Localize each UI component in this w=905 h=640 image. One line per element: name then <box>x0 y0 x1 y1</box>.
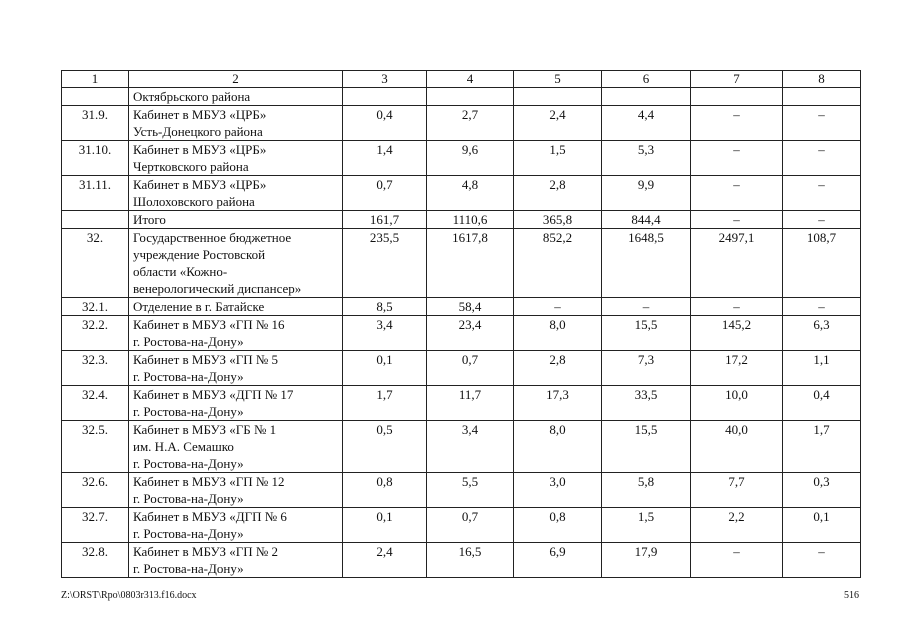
row-name-line: Кабинет в МБУЗ «ДГП № 17 <box>133 387 294 402</box>
row-value-col-3: 0,7 <box>343 176 427 211</box>
row-value-col-5: 8,0 <box>514 421 602 473</box>
row-value-col-7: 2497,1 <box>691 229 783 298</box>
row-number: 32.6. <box>62 473 129 508</box>
row-number: 31.10. <box>62 141 129 176</box>
row-value-col-6 <box>602 88 691 106</box>
row-value-col-6: 15,5 <box>602 316 691 351</box>
row-name-line: Кабинет в МБУЗ «ГБ № 1 <box>133 422 277 437</box>
row-value-col-5: 1,5 <box>514 141 602 176</box>
row-name-line: им. Н.А. Семашко <box>133 439 234 454</box>
row-value-col-5: 2,4 <box>514 106 602 141</box>
row-value-col-7: – <box>691 543 783 578</box>
row-name <box>129 141 343 176</box>
row-name <box>129 316 343 351</box>
table-row <box>62 88 861 106</box>
table-header <box>62 71 861 88</box>
row-name <box>129 421 343 473</box>
row-value-col-6: 17,9 <box>602 543 691 578</box>
row-value-col-6: 15,5 <box>602 421 691 473</box>
column-header-5: 5 <box>514 71 602 88</box>
row-value-col-3: 0,5 <box>343 421 427 473</box>
row-value-col-5: 3,0 <box>514 473 602 508</box>
row-value-col-3: 0,8 <box>343 473 427 508</box>
row-number <box>62 211 129 229</box>
row-value-col-8: – <box>783 211 861 229</box>
row-name-line: г. Ростова-на-Дону» <box>133 334 244 349</box>
row-number: 32.2. <box>62 316 129 351</box>
row-value-col-3: 235,5 <box>343 229 427 298</box>
row-value-col-7: – <box>691 106 783 141</box>
row-number: 32.3. <box>62 351 129 386</box>
row-name-line: Кабинет в МБУЗ «ГП № 16 <box>133 317 285 332</box>
row-value-col-4: 0,7 <box>427 351 514 386</box>
table-row <box>62 106 861 141</box>
row-value-col-7: 40,0 <box>691 421 783 473</box>
row-name <box>129 229 343 298</box>
row-number: 32.7. <box>62 508 129 543</box>
row-name-line: Кабинет в МБУЗ «ЦРБ» <box>133 142 267 157</box>
row-value-col-8: – <box>783 141 861 176</box>
row-value-col-8 <box>783 88 861 106</box>
row-value-col-5: 6,9 <box>514 543 602 578</box>
row-value-col-8: 1,7 <box>783 421 861 473</box>
row-number: 32. <box>62 229 129 298</box>
row-number: 31.11. <box>62 176 129 211</box>
row-number: 32.4. <box>62 386 129 421</box>
row-value-col-7: – <box>691 141 783 176</box>
row-value-col-4: 0,7 <box>427 508 514 543</box>
row-name-line: Итого <box>133 212 166 227</box>
row-value-col-8: 6,3 <box>783 316 861 351</box>
row-value-col-5: 0,8 <box>514 508 602 543</box>
row-value-col-6: 9,9 <box>602 176 691 211</box>
footer-page-number: 516 <box>844 590 859 601</box>
row-name-line: Кабинет в МБУЗ «ЦРБ» <box>133 177 267 192</box>
row-name <box>129 176 343 211</box>
column-header-6: 6 <box>602 71 691 88</box>
row-value-col-7: – <box>691 211 783 229</box>
row-value-col-4: 58,4 <box>427 298 514 316</box>
row-number: 32.5. <box>62 421 129 473</box>
row-value-col-5 <box>514 88 602 106</box>
row-value-col-3: 8,5 <box>343 298 427 316</box>
row-value-col-7: 145,2 <box>691 316 783 351</box>
row-value-col-8: – <box>783 543 861 578</box>
row-value-col-5: 2,8 <box>514 176 602 211</box>
table-row <box>62 316 861 351</box>
table-row <box>62 473 861 508</box>
row-name-line: Кабинет в МБУЗ «ГП № 5 <box>133 352 279 367</box>
row-value-col-4: 2,7 <box>427 106 514 141</box>
row-value-col-3: 1,7 <box>343 386 427 421</box>
row-value-col-6: 1,5 <box>602 508 691 543</box>
row-name-line: Кабинет в МБУЗ «ГП № 12 <box>133 474 285 489</box>
row-value-col-7: 17,2 <box>691 351 783 386</box>
table-row <box>62 141 861 176</box>
row-value-col-5: 17,3 <box>514 386 602 421</box>
row-name-line: Усть-Донецкого района <box>133 124 263 139</box>
row-value-col-5: 852,2 <box>514 229 602 298</box>
row-name-line: Чертковского района <box>133 159 249 174</box>
row-value-col-4: 9,6 <box>427 141 514 176</box>
row-value-col-4: 1617,8 <box>427 229 514 298</box>
table-row <box>62 421 861 473</box>
row-value-col-5: 365,8 <box>514 211 602 229</box>
table-row <box>62 386 861 421</box>
row-value-col-7: – <box>691 298 783 316</box>
row-value-col-6: 4,4 <box>602 106 691 141</box>
row-value-col-3: 3,4 <box>343 316 427 351</box>
data-table <box>61 70 861 578</box>
row-name-line: учреждение Ростовской <box>133 247 266 262</box>
row-name <box>129 386 343 421</box>
row-value-col-7: 2,2 <box>691 508 783 543</box>
row-value-col-4: 1110,6 <box>427 211 514 229</box>
row-value-col-4: 16,5 <box>427 543 514 578</box>
row-value-col-5: 2,8 <box>514 351 602 386</box>
column-header-8: 8 <box>783 71 861 88</box>
row-value-col-5: 8,0 <box>514 316 602 351</box>
table-row <box>62 176 861 211</box>
row-name-line: г. Ростова-на-Дону» <box>133 404 244 419</box>
row-name-line: Кабинет в МБУЗ «ДГП № 6 <box>133 509 287 524</box>
table-row <box>62 298 861 316</box>
row-name-line: г. Ростова-на-Дону» <box>133 456 244 471</box>
row-name-line: области «Кожно- <box>133 264 228 279</box>
row-name <box>129 543 343 578</box>
row-value-col-3 <box>343 88 427 106</box>
row-name-line: Октябрьского района <box>133 89 251 104</box>
row-number <box>62 88 129 106</box>
row-value-col-4: 23,4 <box>427 316 514 351</box>
row-value-col-6: 5,3 <box>602 141 691 176</box>
row-value-col-3: 2,4 <box>343 543 427 578</box>
row-name-line: Кабинет в МБУЗ «ЦРБ» <box>133 107 267 122</box>
column-header-4: 4 <box>427 71 514 88</box>
row-value-col-8: 0,1 <box>783 508 861 543</box>
row-value-col-7: 7,7 <box>691 473 783 508</box>
row-name-line: Государственное бюджетное <box>133 230 292 245</box>
row-value-col-7 <box>691 88 783 106</box>
row-number: 32.8. <box>62 543 129 578</box>
row-value-col-6: 5,8 <box>602 473 691 508</box>
row-value-col-6: 33,5 <box>602 386 691 421</box>
table-row <box>62 508 861 543</box>
row-value-col-4: 11,7 <box>427 386 514 421</box>
row-name <box>129 473 343 508</box>
row-name-line: г. Ростова-на-Дону» <box>133 369 244 384</box>
row-value-col-3: 0,4 <box>343 106 427 141</box>
row-name-line: Шолоховского района <box>133 194 255 209</box>
row-name-line: венерологический диспансер» <box>133 281 302 296</box>
row-value-col-6: 7,3 <box>602 351 691 386</box>
row-name-line: г. Ростова-на-Дону» <box>133 491 244 506</box>
row-value-col-3: 1,4 <box>343 141 427 176</box>
row-number: 31.9. <box>62 106 129 141</box>
row-value-col-4 <box>427 88 514 106</box>
row-name-line: Отделение в г. Батайске <box>133 299 265 314</box>
row-value-col-8: 108,7 <box>783 229 861 298</box>
table-row <box>62 543 861 578</box>
row-name <box>129 298 343 316</box>
row-value-col-3: 0,1 <box>343 351 427 386</box>
row-value-col-8: 0,3 <box>783 473 861 508</box>
row-name-line: г. Ростова-на-Дону» <box>133 526 244 541</box>
column-header-2: 2 <box>129 71 343 88</box>
row-value-col-4: 5,5 <box>427 473 514 508</box>
row-value-col-3: 0,1 <box>343 508 427 543</box>
row-value-col-3: 161,7 <box>343 211 427 229</box>
footer-file-path: Z:\ORST\Rpo\0803r313.f16.docx <box>61 590 197 601</box>
row-value-col-8: – <box>783 106 861 141</box>
row-name <box>129 508 343 543</box>
row-name <box>129 211 343 229</box>
row-value-col-8: 1,1 <box>783 351 861 386</box>
table-row <box>62 351 861 386</box>
row-value-col-8: – <box>783 176 861 211</box>
column-header-7: 7 <box>691 71 783 88</box>
row-name-line: Кабинет в МБУЗ «ГП № 2 <box>133 544 279 559</box>
table-row <box>62 211 861 229</box>
column-header-3: 3 <box>343 71 427 88</box>
table-row <box>62 229 861 298</box>
row-name-line: г. Ростова-на-Дону» <box>133 561 244 576</box>
row-value-col-8: 0,4 <box>783 386 861 421</box>
row-value-col-4: 3,4 <box>427 421 514 473</box>
row-value-col-8: – <box>783 298 861 316</box>
column-header-1: 1 <box>62 71 129 88</box>
row-value-col-6: – <box>602 298 691 316</box>
row-name <box>129 106 343 141</box>
row-name <box>129 88 343 106</box>
row-number: 32.1. <box>62 298 129 316</box>
header-row <box>62 71 861 88</box>
row-value-col-6: 1648,5 <box>602 229 691 298</box>
row-value-col-7: – <box>691 176 783 211</box>
row-value-col-4: 4,8 <box>427 176 514 211</box>
row-value-col-5: – <box>514 298 602 316</box>
row-value-col-6: 844,4 <box>602 211 691 229</box>
row-name <box>129 351 343 386</box>
table-body <box>62 88 861 578</box>
row-value-col-7: 10,0 <box>691 386 783 421</box>
